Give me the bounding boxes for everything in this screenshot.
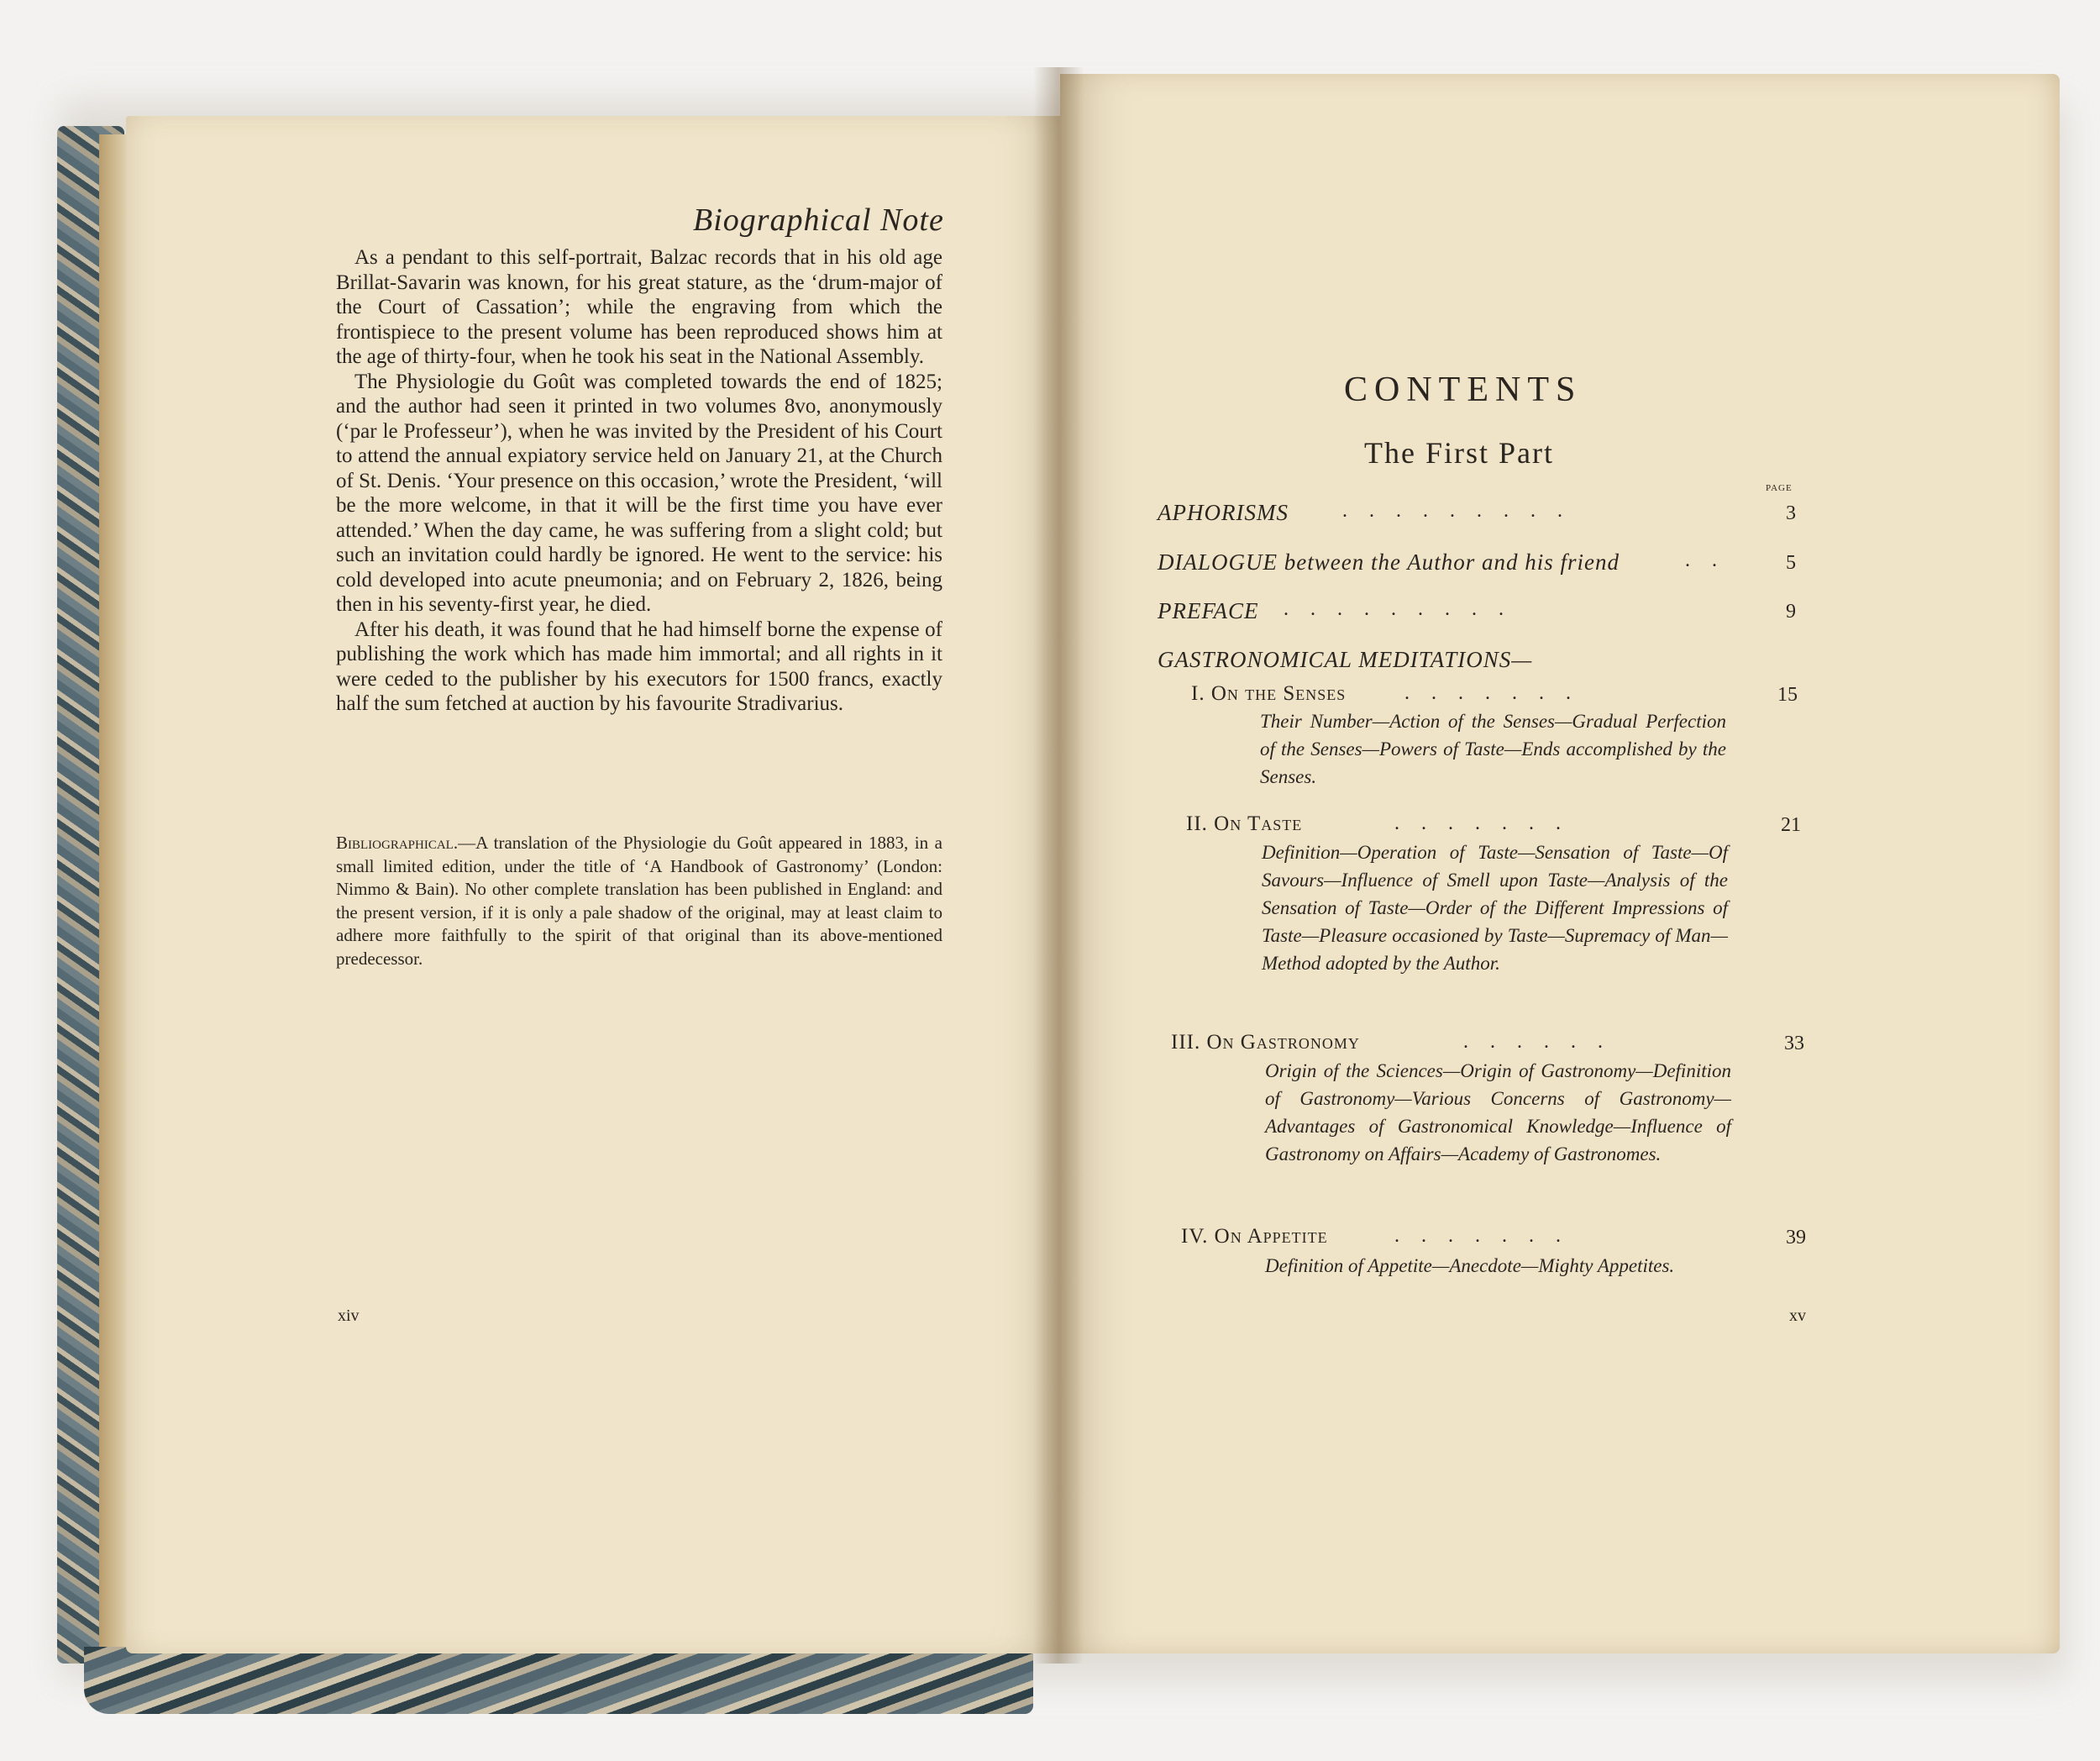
contents-heading: CONTENTS (1344, 371, 1583, 409)
paragraph: After his death, it was found that he had himself borne the expense of publishing the work which has made him immortal; and all rights in it were ceded to the publisher by his executors for 1500 francs, exactly half the sum fetched at auction by his favourite Stradivarius. (336, 618, 942, 715)
toc-page: 5 (1786, 552, 1796, 574)
leader-dots: ....... (1394, 812, 1583, 834)
chapter-page: 39 (1786, 1227, 1806, 1248)
chapter-page: 15 (1777, 684, 1798, 706)
chapter-description: Definition of Appetite—Anecdote—Mighty Appetites. (1265, 1255, 1675, 1276)
chapter-page: 33 (1784, 1033, 1804, 1054)
leader-dots: ......... (1342, 500, 1584, 522)
chapter-title: IV. On Appetite (1181, 1225, 1328, 1248)
toc-entry: GASTRONOMICAL MEDITATIONS— (1158, 647, 1533, 672)
chapter-description: Definition—Operation of Taste—Sensation of Taste—Of Savours—Influence of Smell upon Taste—Analysis of the Sensation of Taste—Order of the Different Impressions of Taste—Pleasure occasioned by Taste—Supremacy of Man—Method adopted by the Author. (1262, 842, 1728, 974)
chapter-title: I. On the Senses (1191, 682, 1347, 705)
toc-page: 3 (1786, 502, 1796, 524)
leader-dots: ......... (1284, 598, 1525, 620)
toc-entry: APHORISMS (1158, 500, 1289, 525)
biblio-label: Bibliographical. (336, 833, 459, 853)
page-column-label: PAGE (1766, 483, 1793, 493)
chapter-title: III. On Gastronomy (1171, 1031, 1360, 1054)
running-head: Biographical Note (693, 202, 944, 238)
bibliographical-note (336, 832, 942, 970)
marbled-cover-bottom (84, 1647, 1033, 1714)
toc-page: 9 (1786, 601, 1796, 623)
paragraph: As a pendant to this self-portrait, Balzac records that in his old age Brillat-Savarin was known, for his great stature, as the ‘drum-major of the Court of Cassation’; while the engraving from which the frontispiece to the present volume has been reproduced shows him at the age of thirty-four, when he took his seat in the National Assembly. (336, 246, 942, 368)
chapter-title: II. On Taste (1186, 812, 1303, 835)
leader-dots: .. (1685, 549, 1739, 571)
book-gutter (1033, 67, 1084, 1664)
leader-dots: ....... (1394, 1225, 1583, 1247)
leader-dots: ....... (1404, 682, 1593, 704)
leader-dots: ...... (1463, 1031, 1625, 1053)
biographical-text (336, 245, 942, 717)
page-number-right: xv (1789, 1306, 1806, 1325)
biblio-text: —A translation of the Physiologie du Goût appeared in 1883, in a small limited edition, under the title of ‘A Handbook of Gastronomy’ (London: Nimmo & Bain). No other complete translation has been published in England: and the present version, if it is only a pale shadow of the original, may at least claim to adhere more faithfully to the spirit of that original than its above-mentioned predecessor. (336, 833, 942, 969)
part-heading: The First Part (1364, 436, 1554, 470)
chapter-page: 21 (1781, 814, 1801, 836)
page-number-left: xiv (338, 1306, 360, 1325)
chapter-description: Origin of the Sciences—Origin of Gastronomy—Definition of Gastronomy—Various Concerns of Gastronomy—Advantages of Gastronomical Knowledge—Influence of Gastronomy on Affairs—Academy of Gastronomes. (1265, 1060, 1731, 1164)
chapter-description: Their Number—Action of the Senses—Gradual Perfection of the Senses—Powers of Taste—Ends accomplished by the Senses. (1260, 711, 1726, 787)
toc-entry: PREFACE (1158, 598, 1259, 623)
paragraph: The Physiologie du Goût was completed towards the end of 1825; and the author had seen it printed in two volumes 8vo, anonymously (‘par le Professeur’), when he was invited by the President of his Court to attend the annual expiatory service held on January 21, at the Church of St. Denis. ‘Your presence on this occasion,’ wrote the President, ‘will be the more welcome, in that it will be the first time you have ever attended.’ When the day came, he was suffering from a slight cold; but such an invitation could hardly be ignored. He went to the service: his cold developed into acute pneumonia; and on February 2, 1826, being then in his seventy-first year, he died. (336, 370, 942, 616)
toc-entry: DIALOGUE between the Author and his friend (1158, 549, 1620, 575)
